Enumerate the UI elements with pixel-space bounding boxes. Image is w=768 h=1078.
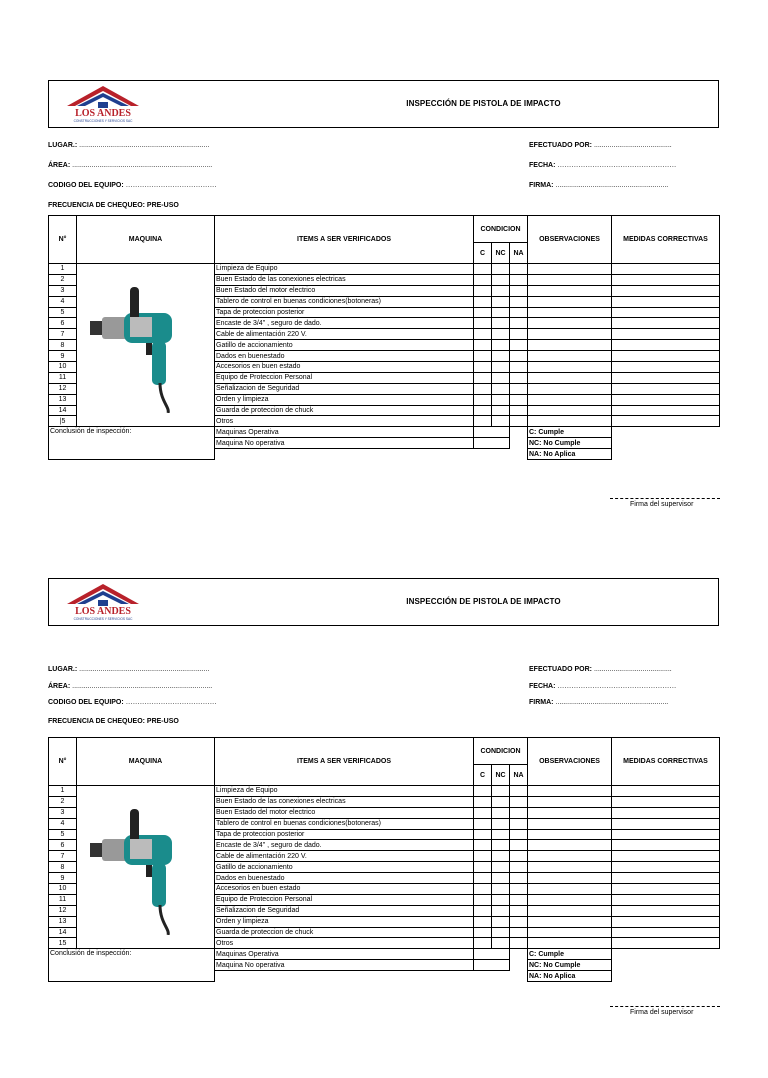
inspection-form-2 xyxy=(0,578,768,1078)
observaciones-cell[interactable] xyxy=(528,938,612,949)
row-number: 5 xyxy=(49,829,77,840)
medidas-cell[interactable] xyxy=(612,807,720,818)
observaciones-cell[interactable] xyxy=(528,905,612,916)
header-condicion: CONDICION xyxy=(474,216,528,243)
check-na[interactable] xyxy=(510,285,528,296)
medidas-cell[interactable] xyxy=(612,884,720,895)
medidas-cell[interactable] xyxy=(612,796,720,807)
inspection-form-1 xyxy=(0,80,768,580)
medidas-cell[interactable] xyxy=(612,873,720,884)
check-nc[interactable] xyxy=(492,938,510,949)
header-maquina: MAQUINA xyxy=(77,738,215,786)
check-nc[interactable] xyxy=(492,285,510,296)
header-c: C xyxy=(474,765,492,786)
observaciones-cell[interactable] xyxy=(528,894,612,905)
check-nc[interactable] xyxy=(492,807,510,818)
check-na[interactable] xyxy=(510,938,528,949)
medidas-cell[interactable] xyxy=(612,927,720,938)
row-item: Otros xyxy=(215,938,474,949)
check-na[interactable] xyxy=(510,905,528,916)
check-c[interactable] xyxy=(474,873,492,884)
check-nc[interactable] xyxy=(492,372,510,383)
check-na[interactable] xyxy=(510,340,528,351)
check-na[interactable] xyxy=(510,829,528,840)
row-number: 4 xyxy=(49,818,77,829)
check-c[interactable] xyxy=(474,351,492,362)
row-number: 14 xyxy=(49,405,77,416)
check-nc[interactable] xyxy=(492,351,510,362)
check-nc[interactable] xyxy=(492,884,510,895)
medidas-cell[interactable] xyxy=(612,416,720,427)
header-items: ITEMS A SER VERIFICADOS xyxy=(215,216,474,264)
spacer xyxy=(215,449,528,460)
medidas-cell[interactable] xyxy=(612,307,720,318)
check-nc[interactable] xyxy=(492,329,510,340)
operativa-label: Maquinas Operativa xyxy=(215,949,474,960)
conclusion-label: Conclusión de inspección: xyxy=(49,427,215,460)
legend-na: NA: No Aplica xyxy=(528,971,612,982)
check-c[interactable] xyxy=(474,884,492,895)
check-c[interactable] xyxy=(474,818,492,829)
medidas-cell[interactable] xyxy=(612,383,720,394)
check-nc[interactable] xyxy=(492,916,510,927)
check-na[interactable] xyxy=(510,884,528,895)
row-item: Gatillo de accionamiento xyxy=(215,340,474,351)
check-c[interactable] xyxy=(474,840,492,851)
check-c[interactable] xyxy=(474,405,492,416)
observaciones-cell[interactable] xyxy=(528,927,612,938)
spacer xyxy=(612,449,720,460)
header-medidas: MEDIDAS CORRECTIVAS xyxy=(612,216,720,264)
observaciones-cell[interactable] xyxy=(528,818,612,829)
header-observaciones: OBSERVACIONES xyxy=(528,738,612,786)
check-nc[interactable] xyxy=(492,818,510,829)
check-c[interactable] xyxy=(474,786,492,797)
observaciones-cell[interactable] xyxy=(528,318,612,329)
observaciones-cell[interactable] xyxy=(528,264,612,275)
no-operativa-label: Maquina No operativa xyxy=(215,438,474,449)
row-number: 3 xyxy=(49,807,77,818)
check-c[interactable] xyxy=(474,927,492,938)
observaciones-cell[interactable] xyxy=(528,285,612,296)
legend-nc: NC: No Cumple xyxy=(528,438,612,449)
svg-text:CONSTRUCCIONES Y SERVICIOS SAC: CONSTRUCCIONES Y SERVICIOS SAC xyxy=(73,617,133,621)
check-c[interactable] xyxy=(474,318,492,329)
check-na[interactable] xyxy=(510,416,528,427)
row-item: Señalizacion de Seguridad xyxy=(215,905,474,916)
no-operativa-label: Maquina No operativa xyxy=(215,960,474,971)
area-field[interactable]: ÁREA: ........................................................................ xyxy=(48,683,213,690)
svg-text:LOS ANDES: LOS ANDES xyxy=(75,108,131,119)
check-nc[interactable] xyxy=(492,927,510,938)
operativa-label: Maquinas Operativa xyxy=(215,427,474,438)
legend-c: C: Cumple xyxy=(528,949,612,960)
check-na[interactable] xyxy=(510,307,528,318)
row-number: 15 xyxy=(49,938,77,949)
row-number: 3 xyxy=(49,285,77,296)
header-na: NA xyxy=(510,243,528,264)
signature-label: Firma del supervisor xyxy=(630,501,694,508)
medidas-cell[interactable] xyxy=(612,840,720,851)
spacer xyxy=(612,427,720,438)
header-medidas: MEDIDAS CORRECTIVAS xyxy=(612,738,720,786)
header-nc: NC xyxy=(492,765,510,786)
medidas-cell[interactable] xyxy=(612,938,720,949)
medidas-cell[interactable] xyxy=(612,285,720,296)
header-condicion: CONDICION xyxy=(474,738,528,765)
table-header-row xyxy=(49,738,720,765)
observaciones-cell[interactable] xyxy=(528,340,612,351)
check-nc[interactable] xyxy=(492,318,510,329)
check-na[interactable] xyxy=(510,329,528,340)
conclusion-label: Conclusión de inspección: xyxy=(49,949,215,982)
spacer xyxy=(510,427,528,438)
check-na[interactable] xyxy=(510,296,528,307)
medidas-cell[interactable] xyxy=(612,916,720,927)
medidas-cell[interactable] xyxy=(612,372,720,383)
check-c[interactable] xyxy=(474,938,492,949)
check-c[interactable] xyxy=(474,394,492,405)
check-na[interactable] xyxy=(510,318,528,329)
row-number: 14 xyxy=(49,927,77,938)
header-c: C xyxy=(474,243,492,264)
machine-image-cell xyxy=(77,264,215,427)
observaciones-cell[interactable] xyxy=(528,351,612,362)
row-number: 1 xyxy=(49,786,77,797)
check-c[interactable] xyxy=(474,829,492,840)
medidas-cell[interactable] xyxy=(612,394,720,405)
row-item: Tapa de proteccion posterior xyxy=(215,307,474,318)
observaciones-cell[interactable] xyxy=(528,296,612,307)
fecha-field[interactable]: FECHA: …………………………………………… xyxy=(529,162,677,169)
check-c[interactable] xyxy=(474,905,492,916)
row-number: |5 xyxy=(49,416,77,427)
area-field[interactable]: ÁREA: ........................................................................ xyxy=(48,162,213,169)
check-c[interactable] xyxy=(474,383,492,394)
spacer xyxy=(612,438,720,449)
check-nc[interactable] xyxy=(492,296,510,307)
codigo-equipo-field[interactable]: CODIGO DEL EQUIPO: ………………………………… xyxy=(48,182,217,189)
medidas-cell[interactable] xyxy=(612,351,720,362)
los-andes-logo xyxy=(63,582,143,622)
table-row xyxy=(49,264,720,275)
row-number: 10 xyxy=(49,884,77,895)
legend-nc: NC: No Cumple xyxy=(528,960,612,971)
spacer xyxy=(612,960,720,971)
check-nc[interactable] xyxy=(492,405,510,416)
medidas-cell[interactable] xyxy=(612,894,720,905)
row-item: Guarda de proteccion de chuck xyxy=(215,927,474,938)
row-number: 10 xyxy=(49,362,77,373)
check-na[interactable] xyxy=(510,383,528,394)
lugar-field[interactable]: LUGAR.: ................................................................... xyxy=(48,142,210,149)
legend-c: C: Cumple xyxy=(528,427,612,438)
row-number: 5 xyxy=(49,307,77,318)
row-item: Buen Estado del motor electrico xyxy=(215,807,474,818)
check-nc[interactable] xyxy=(492,340,510,351)
observaciones-cell[interactable] xyxy=(528,274,612,285)
signature-line xyxy=(610,1006,720,1007)
legend-na: NA: No Aplica xyxy=(528,449,612,460)
svg-text:CONSTRUCCIONES Y SERVICIOS SAC: CONSTRUCCIONES Y SERVICIOS SAC xyxy=(73,119,133,123)
row-number: 2 xyxy=(49,796,77,807)
row-item: Limpieza de Equipo xyxy=(215,264,474,275)
check-na[interactable] xyxy=(510,862,528,873)
row-item: Otros xyxy=(215,416,474,427)
spacer xyxy=(510,949,528,960)
observaciones-cell[interactable] xyxy=(528,405,612,416)
row-number: 12 xyxy=(49,383,77,394)
check-nc[interactable] xyxy=(492,274,510,285)
table-header-row xyxy=(49,216,720,243)
signature-label: Firma del supervisor xyxy=(630,1009,694,1016)
spacer xyxy=(612,971,720,982)
row-item: Buen Estado de las conexiones electricas xyxy=(215,796,474,807)
check-c[interactable] xyxy=(474,362,492,373)
header-n: N° xyxy=(49,738,77,786)
check-nc[interactable] xyxy=(492,362,510,373)
header-items: ITEMS A SER VERIFICADOS xyxy=(215,738,474,786)
observaciones-cell[interactable] xyxy=(528,807,612,818)
row-number: 9 xyxy=(49,351,77,362)
medidas-cell[interactable] xyxy=(612,329,720,340)
header-n: N° xyxy=(49,216,77,264)
header-observaciones: OBSERVACIONES xyxy=(528,216,612,264)
signature-line xyxy=(610,498,720,499)
check-na[interactable] xyxy=(510,840,528,851)
check-nc[interactable] xyxy=(492,894,510,905)
row-item: Tablero de control en buenas condiciones(botoneras) xyxy=(215,296,474,307)
observaciones-cell[interactable] xyxy=(528,383,612,394)
row-item: Señalizacion de Seguridad xyxy=(215,383,474,394)
row-item: Equipo de Proteccion Personal xyxy=(215,372,474,383)
check-na[interactable] xyxy=(510,851,528,862)
check-nc[interactable] xyxy=(492,796,510,807)
observaciones-cell[interactable] xyxy=(528,307,612,318)
row-number: 11 xyxy=(49,894,77,905)
check-na[interactable] xyxy=(510,927,528,938)
row-item: Buen Estado de las conexiones electricas xyxy=(215,274,474,285)
inspection-table xyxy=(48,215,720,460)
row-item: Encaste de 3/4" , seguro de dado. xyxy=(215,840,474,851)
medidas-cell[interactable] xyxy=(612,818,720,829)
check-c[interactable] xyxy=(474,340,492,351)
row-item: Cable de alimentación 220 V. xyxy=(215,329,474,340)
row-number: 1 xyxy=(49,264,77,275)
check-nc[interactable] xyxy=(492,416,510,427)
row-item: Equipo de Proteccion Personal xyxy=(215,894,474,905)
efectuado-por-field[interactable]: EFECTUADO POR: ........................................ xyxy=(529,142,672,149)
row-item: Limpieza de Equipo xyxy=(215,786,474,797)
header-na: NA xyxy=(510,765,528,786)
check-c[interactable] xyxy=(474,796,492,807)
form-header xyxy=(48,80,719,128)
spacer xyxy=(215,971,528,982)
operativa-check[interactable] xyxy=(474,949,510,960)
check-na[interactable] xyxy=(510,405,528,416)
row-number: 13 xyxy=(49,916,77,927)
observaciones-cell[interactable] xyxy=(528,840,612,851)
observaciones-cell[interactable] xyxy=(528,796,612,807)
check-na[interactable] xyxy=(510,916,528,927)
check-nc[interactable] xyxy=(492,851,510,862)
form-header xyxy=(48,578,719,626)
check-na[interactable] xyxy=(510,372,528,383)
medidas-cell[interactable] xyxy=(612,905,720,916)
svg-text:LOS ANDES: LOS ANDES xyxy=(75,606,131,617)
form-title: INSPECCIÓN DE PISTOLA DE IMPACTO xyxy=(406,597,561,606)
row-number: 2 xyxy=(49,274,77,285)
observaciones-cell[interactable] xyxy=(528,362,612,373)
conclusion-row xyxy=(49,949,720,960)
efectuado-por-field[interactable]: EFECTUADO POR: ........................................ xyxy=(529,666,672,673)
check-c[interactable] xyxy=(474,274,492,285)
frecuencia-label: FRECUENCIA DE CHEQUEO: PRE-USO xyxy=(48,202,179,209)
row-item: Orden y limpieza xyxy=(215,916,474,927)
check-c[interactable] xyxy=(474,894,492,905)
row-item: Dados en buenestado xyxy=(215,351,474,362)
check-c[interactable] xyxy=(474,416,492,427)
check-na[interactable] xyxy=(510,818,528,829)
firma-field[interactable]: FIRMA: .......................................................... xyxy=(529,182,669,189)
impact-wrench-image xyxy=(90,283,190,413)
row-item: Buen Estado del motor electrico xyxy=(215,285,474,296)
medidas-cell[interactable] xyxy=(612,851,720,862)
table-row xyxy=(49,786,720,797)
check-c[interactable] xyxy=(474,372,492,383)
observaciones-cell[interactable] xyxy=(528,329,612,340)
medidas-cell[interactable] xyxy=(612,340,720,351)
check-c[interactable] xyxy=(474,329,492,340)
header-nc: NC xyxy=(492,243,510,264)
check-na[interactable] xyxy=(510,362,528,373)
check-nc[interactable] xyxy=(492,840,510,851)
check-nc[interactable] xyxy=(492,307,510,318)
check-na[interactable] xyxy=(510,796,528,807)
header-maquina: MAQUINA xyxy=(77,216,215,264)
spacer xyxy=(612,949,720,960)
observaciones-cell[interactable] xyxy=(528,394,612,405)
firma-field[interactable]: FIRMA: .......................................................... xyxy=(529,699,669,706)
row-item: Guarda de proteccion de chuck xyxy=(215,405,474,416)
check-na[interactable] xyxy=(510,786,528,797)
observaciones-cell[interactable] xyxy=(528,416,612,427)
medidas-cell[interactable] xyxy=(612,362,720,373)
check-na[interactable] xyxy=(510,351,528,362)
row-number: 7 xyxy=(49,329,77,340)
row-number: 12 xyxy=(49,905,77,916)
lugar-field[interactable]: LUGAR.: ................................................................... xyxy=(48,666,210,673)
form-title: INSPECCIÓN DE PISTOLA DE IMPACTO xyxy=(406,99,561,108)
medidas-cell[interactable] xyxy=(612,318,720,329)
check-na[interactable] xyxy=(510,807,528,818)
row-number: 11 xyxy=(49,372,77,383)
medidas-cell[interactable] xyxy=(612,296,720,307)
check-na[interactable] xyxy=(510,274,528,285)
los-andes-logo xyxy=(63,84,143,124)
row-item: Cable de alimentación 220 V. xyxy=(215,851,474,862)
check-nc[interactable] xyxy=(492,786,510,797)
check-nc[interactable] xyxy=(492,862,510,873)
check-nc[interactable] xyxy=(492,264,510,275)
row-item: Accesorios en buen estado xyxy=(215,362,474,373)
row-item: Dados en buenestado xyxy=(215,873,474,884)
conclusion-row xyxy=(49,427,720,438)
no-operativa-check[interactable] xyxy=(474,438,510,449)
row-number: 7 xyxy=(49,851,77,862)
row-item: Encaste de 3/4" , seguro de dado. xyxy=(215,318,474,329)
row-number: 9 xyxy=(49,873,77,884)
spacer xyxy=(510,438,528,449)
check-c[interactable] xyxy=(474,285,492,296)
medidas-cell[interactable] xyxy=(612,829,720,840)
medidas-cell[interactable] xyxy=(612,264,720,275)
medidas-cell[interactable] xyxy=(612,405,720,416)
codigo-equipo-field[interactable]: CODIGO DEL EQUIPO: ………………………………… xyxy=(48,699,217,706)
observaciones-cell[interactable] xyxy=(528,372,612,383)
row-number: 13 xyxy=(49,394,77,405)
observaciones-cell[interactable] xyxy=(528,873,612,884)
row-number: 8 xyxy=(49,862,77,873)
impact-wrench-image xyxy=(90,805,190,935)
check-c[interactable] xyxy=(474,296,492,307)
check-c[interactable] xyxy=(474,264,492,275)
check-nc[interactable] xyxy=(492,383,510,394)
medidas-cell[interactable] xyxy=(612,274,720,285)
medidas-cell[interactable] xyxy=(612,862,720,873)
check-c[interactable] xyxy=(474,307,492,318)
frecuencia-label: FRECUENCIA DE CHEQUEO: PRE-USO xyxy=(48,718,179,725)
inspection-table xyxy=(48,737,720,982)
spacer xyxy=(510,960,528,971)
observaciones-cell[interactable] xyxy=(528,916,612,927)
observaciones-cell[interactable] xyxy=(528,786,612,797)
row-item: Gatillo de accionamiento xyxy=(215,862,474,873)
fecha-field[interactable]: FECHA: …………………………………………… xyxy=(529,683,677,690)
check-c[interactable] xyxy=(474,807,492,818)
check-nc[interactable] xyxy=(492,905,510,916)
machine-image-cell xyxy=(77,786,215,949)
check-nc[interactable] xyxy=(492,873,510,884)
medidas-cell[interactable] xyxy=(612,786,720,797)
row-number: 4 xyxy=(49,296,77,307)
observaciones-cell[interactable] xyxy=(528,884,612,895)
observaciones-cell[interactable] xyxy=(528,862,612,873)
operativa-check[interactable] xyxy=(474,427,510,438)
observaciones-cell[interactable] xyxy=(528,829,612,840)
check-c[interactable] xyxy=(474,862,492,873)
observaciones-cell[interactable] xyxy=(528,851,612,862)
check-nc[interactable] xyxy=(492,394,510,405)
row-item: Orden y limpieza xyxy=(215,394,474,405)
row-number: 8 xyxy=(49,340,77,351)
check-c[interactable] xyxy=(474,916,492,927)
row-number: 6 xyxy=(49,318,77,329)
row-item: Tapa de proteccion posterior xyxy=(215,829,474,840)
check-na[interactable] xyxy=(510,264,528,275)
check-na[interactable] xyxy=(510,894,528,905)
check-na[interactable] xyxy=(510,873,528,884)
check-na[interactable] xyxy=(510,394,528,405)
row-item: Tablero de control en buenas condiciones(botoneras) xyxy=(215,818,474,829)
check-c[interactable] xyxy=(474,851,492,862)
no-operativa-check[interactable] xyxy=(474,960,510,971)
check-nc[interactable] xyxy=(492,829,510,840)
row-item: Accesorios en buen estado xyxy=(215,884,474,895)
row-number: 6 xyxy=(49,840,77,851)
